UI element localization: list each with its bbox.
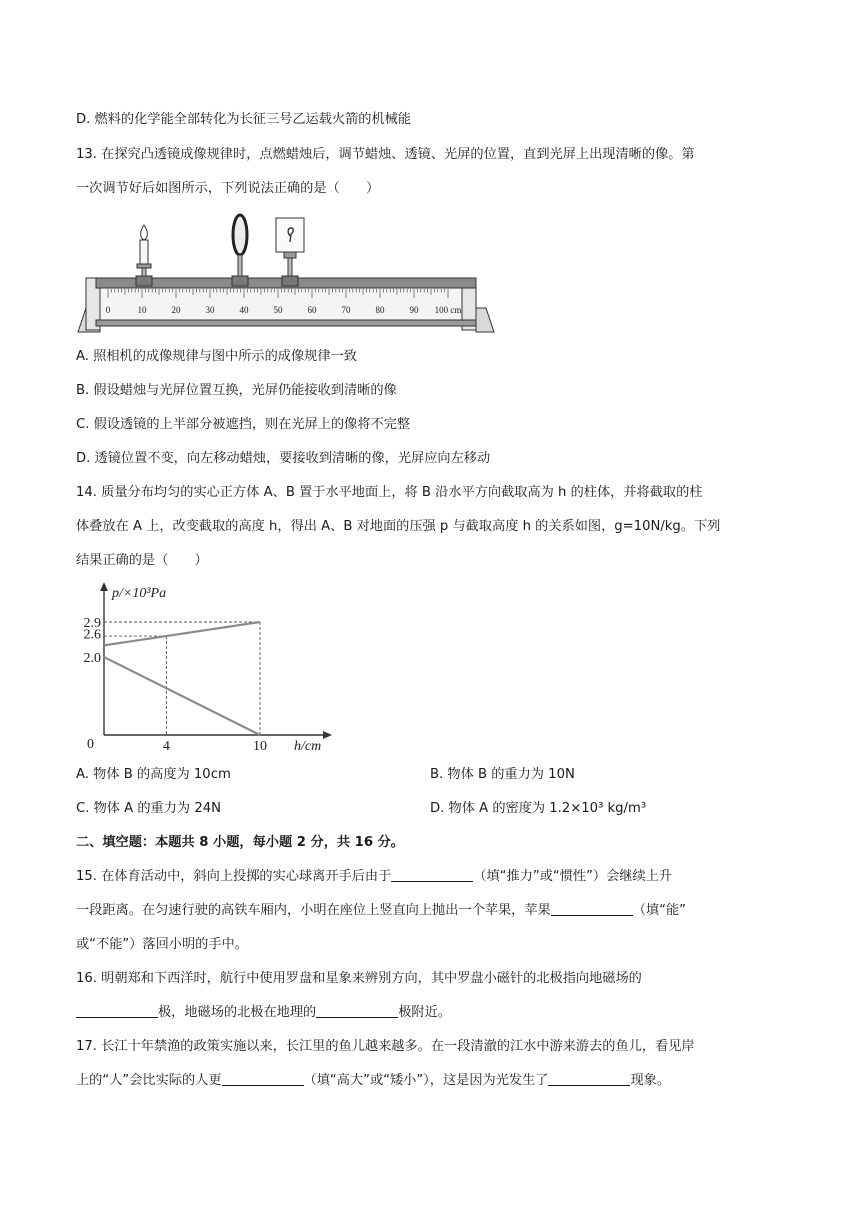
q16-blank-1[interactable] bbox=[76, 1003, 158, 1018]
q13-option-a: A. 照相机的成像规律与图中所示的成像规律一致 bbox=[76, 349, 357, 364]
y-tick-label: 2.6 bbox=[83, 627, 101, 643]
q15-text-1a: 15. 在体育活动中，斜向上投掷的实心球离开手后由于 bbox=[76, 869, 392, 884]
q15-line3: 或“不能”）落回小明的手中。 bbox=[76, 937, 248, 952]
bench-tick-label: 30 bbox=[205, 305, 215, 315]
q15-blank-1[interactable] bbox=[391, 867, 473, 882]
q17-line1: 17. 长江十年禁渔的政策实施以来，长江里的鱼儿越来越多。在一段清澈的江水中游来游去的鱼儿，看见岸 bbox=[76, 1039, 695, 1054]
q16-line1: 16. 明朝郑和下西洋时，航行中使用罗盘和星象来辨别方向，其中罗盘小磁针的北极指向地磁场的 bbox=[76, 971, 642, 986]
q15-text-2b: （填“能” bbox=[632, 903, 686, 918]
section-2-title: 二、填空题：本题共 8 小题，每小题 2 分，共 16 分。 bbox=[76, 835, 404, 850]
q17-blank-1[interactable] bbox=[222, 1071, 304, 1086]
x-tick-label: 10 bbox=[253, 739, 267, 754]
q17-text-2b: （填“高大”或“矮小”），这是因为光发生了 bbox=[303, 1073, 549, 1088]
bench-tick-label: 80 bbox=[375, 305, 385, 315]
light-screen bbox=[276, 218, 304, 286]
bench-tick-label: 50 bbox=[273, 305, 283, 315]
bench-tick-label: 60 bbox=[307, 305, 317, 315]
y-axis-label: p/×10³Pa bbox=[112, 586, 167, 601]
candle bbox=[136, 225, 152, 286]
q13-option-c: C. 假设透镜的上半部分被遮挡，则在光屏上的像将不完整 bbox=[76, 417, 411, 432]
bench-right-foot bbox=[476, 308, 494, 332]
bench-tick-label: 70 bbox=[341, 305, 351, 315]
series-line-1 bbox=[104, 622, 260, 645]
bench-rail-bottom bbox=[96, 320, 476, 326]
series-line-2 bbox=[104, 657, 260, 735]
q17-blank-2[interactable] bbox=[548, 1071, 630, 1086]
q12-option-d: D. 燃料的化学能全部转化为长征三号乙运载火箭的机械能 bbox=[76, 112, 412, 127]
q14-stem-line3: 结果正确的是（ ） bbox=[76, 553, 208, 568]
bench-tick-label: 20 bbox=[171, 305, 181, 315]
q14-option-a: A. 物体 B 的高度为 10cm bbox=[76, 767, 231, 782]
q15-text-1b: （填“推力”或“惯性”）会继续上升 bbox=[473, 869, 673, 884]
q15-line1 bbox=[76, 867, 672, 887]
q15-blank-2[interactable] bbox=[551, 901, 633, 916]
q16-text-2b: 极附近。 bbox=[398, 1005, 451, 1020]
q13-option-d: D. 透镜位置不变，向左移动蜡烛，要接收到清晰的像，光屏应向左移动 bbox=[76, 451, 491, 466]
origin-label: 0 bbox=[87, 737, 94, 752]
q14-option-d: D. 物体 A 的密度为 1.2×10³ kg/m³ bbox=[430, 801, 647, 816]
chart-guides bbox=[104, 622, 260, 735]
pressure-height-chart bbox=[76, 580, 340, 756]
q13-stem-line2: 一次调节好后如图所示，下列说法正确的是（ ） bbox=[76, 181, 380, 196]
bench-tick-label: 10 bbox=[137, 305, 147, 315]
q14-option-b: B. 物体 B 的重力为 10N bbox=[430, 767, 575, 782]
bench-tick-label: 0 bbox=[105, 305, 111, 315]
chart-tick-labels bbox=[84, 616, 268, 754]
optical-bench-figure bbox=[76, 212, 496, 336]
q14-option-c: C. 物体 A 的重力为 24N bbox=[76, 801, 221, 816]
q14-stem-line1: 14. 质量分布均匀的实心正方体 A、B 置于水平地面上，将 B 沿水平方向截取高为 h 的柱体，并将截取的柱 bbox=[76, 485, 703, 500]
chart-series bbox=[104, 622, 260, 735]
y-tick-label: 2.0 bbox=[83, 651, 101, 667]
q17-text-2c: 现象。 bbox=[630, 1073, 671, 1088]
convex-lens bbox=[232, 215, 248, 286]
x-tick-label: 4 bbox=[162, 739, 170, 754]
y-tick-label: 2.9 bbox=[83, 616, 101, 631]
q13-option-b: B. 假设蜡烛与光屏位置互换，光屏仍能接收到清晰的像 bbox=[76, 383, 397, 398]
q16-line2 bbox=[76, 1003, 451, 1023]
q17-text-2a: 上的“人”会比实际的人更 bbox=[76, 1073, 222, 1088]
q16-blank-2[interactable] bbox=[316, 1003, 398, 1018]
x-axis-arrow bbox=[323, 731, 332, 739]
q16-text-2a: 极，地磁场的北极在地理的 bbox=[158, 1005, 317, 1020]
q15-line2 bbox=[76, 901, 686, 921]
x-axis-label: h/cm bbox=[294, 739, 322, 754]
q14-stem-line2: 体叠放在 A 上，改变截取的高度 h，得出 A、B 对地面的压强 p 与截取高度 h 的关系如图，g=10N/kg。下列 bbox=[76, 519, 721, 534]
q15-text-2a: 一段距离。在匀速行驶的高铁车厢内，小明在座位上竖直向上抛出一个苹果，苹果 bbox=[76, 903, 551, 918]
y-axis-arrow bbox=[100, 582, 108, 591]
q13-stem-line1: 13. 在探究凸透镜成像规律时，点燃蜡烛后，调节蜡烛、透镜、光屏的位置，直到光屏上出现清晰的像。第 bbox=[76, 147, 695, 162]
bench-tick-label: 90 bbox=[409, 305, 419, 315]
q17-line2 bbox=[76, 1071, 670, 1091]
bench-tick-label: 40 bbox=[239, 305, 249, 315]
bench-tick-label: 100 cm bbox=[434, 305, 462, 315]
